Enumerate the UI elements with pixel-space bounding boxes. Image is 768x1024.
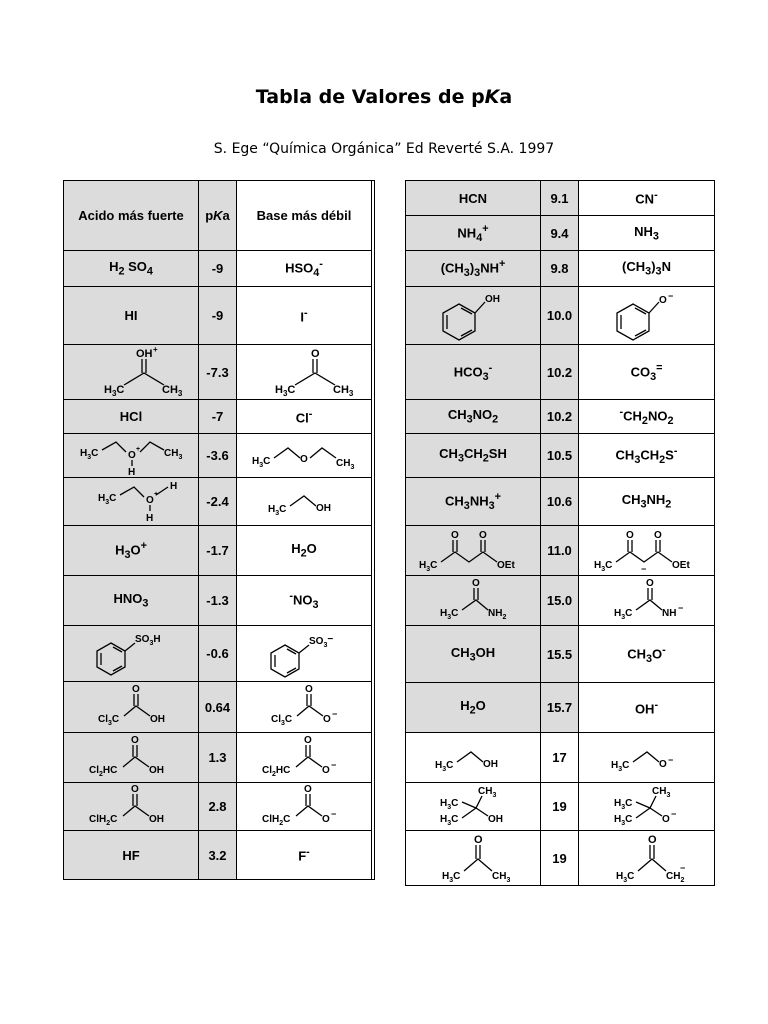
acid-cell (64, 478, 199, 526)
svg-text:CH3: $CH_3$ (162, 384, 183, 398)
svg-text:H3C: $H_3C$ (613, 797, 632, 811)
page-title: Tabla de Valores de pKa (255, 86, 513, 108)
svg-text:−: − (667, 754, 673, 765)
base-cell (237, 783, 372, 831)
acetamide-anion-structure (592, 578, 702, 624)
acid-cell (64, 682, 199, 733)
pka-cell: 10.5 (541, 434, 579, 478)
acid-cell (64, 626, 199, 682)
svg-text:CH3: $CH_3$ (164, 447, 183, 461)
base-cell (579, 287, 715, 345)
base-cell: $CO_3^=$ (579, 345, 715, 400)
table-row (406, 683, 715, 733)
dichloroacetate-structure (244, 735, 364, 781)
acid-cell (406, 287, 541, 345)
svg-text:−: − (667, 290, 673, 301)
svg-text:OH: OH (149, 813, 164, 825)
svg-text:O: O (661, 813, 670, 825)
svg-text:O: O (311, 348, 320, 360)
pka-cell: -7.3 (199, 345, 237, 400)
acid-cell: HCN (406, 181, 541, 216)
svg-text:H: H (146, 512, 154, 524)
base-cell (237, 682, 372, 733)
table-row (406, 576, 715, 626)
table-row (406, 251, 715, 287)
chloroacetic-acid-structure (71, 784, 191, 830)
svg-text:H3C: $H_3C$ (275, 384, 296, 398)
pka-cell: 15.0 (541, 576, 579, 626)
base-cell: Cl- (237, 400, 372, 434)
table-row (64, 287, 375, 345)
svg-text:H3C: $H_3C$ (440, 797, 459, 811)
pka-cell: 19 (541, 783, 579, 831)
acid-cell: $H_3O^+$ (64, 526, 199, 576)
svg-text:NH: NH (661, 607, 676, 619)
table-row (406, 733, 715, 783)
pka-cell: 9.4 (541, 216, 579, 251)
svg-text:+: + (136, 445, 141, 453)
svg-text:SO3−: $SO_3-$ (309, 633, 334, 649)
svg-text:H3C: $H_3C$ (418, 559, 437, 573)
protonated-ethanol-structure (76, 479, 186, 525)
acid-cell: HCl (64, 400, 199, 434)
tert-butoxide-structure (592, 784, 702, 830)
svg-text:OH: OH (150, 714, 165, 725)
table-row (406, 478, 715, 526)
tert-butanol-structure (418, 784, 528, 830)
svg-text:ClH2C: ClH$_2$C (89, 813, 118, 827)
table-row (406, 831, 715, 886)
svg-text:H3C: $H_3C$ (442, 871, 461, 884)
svg-text:O: O (305, 684, 313, 695)
header-row (64, 181, 375, 251)
svg-text:O: O (658, 294, 667, 306)
svg-text:O: O (131, 734, 139, 746)
base-cell: $HSO_4^-$ (237, 251, 372, 287)
base-cell (237, 733, 372, 783)
svg-text:O: O (472, 577, 480, 589)
table-row (64, 682, 375, 733)
acid-cell: $H_2O$ (406, 683, 541, 733)
pka-cell: 2.8 (199, 783, 237, 831)
svg-text:−: − (679, 863, 685, 873)
pka-cell: 10.6 (541, 478, 579, 526)
svg-text:−: − (677, 602, 683, 613)
pka-cell: 9.1 (541, 181, 579, 216)
pka-cell: 0.64 (199, 682, 237, 733)
acid-cell: $CH_3NO_2$ (406, 400, 541, 434)
acid-cell: $HNO_3$ (64, 576, 199, 626)
acid-cell: $HCO_3^-$ (406, 345, 541, 400)
svg-text:O: O (131, 783, 139, 795)
base-cell: OH- (579, 683, 715, 733)
acid-cell (406, 576, 541, 626)
svg-text:−: − (331, 759, 337, 770)
svg-text:CH3: $CH_3$ (335, 457, 354, 471)
svg-text:−: − (332, 709, 338, 719)
ethoxide-structure (597, 738, 697, 778)
svg-text:ClH2C: ClH$_2$C (262, 813, 291, 827)
acid-cell: HF (64, 831, 199, 880)
svg-text:OH: OH (136, 348, 153, 360)
table-row (406, 434, 715, 478)
svg-text:H3C: $H_3C$ (440, 607, 459, 621)
svg-text:O: O (128, 449, 136, 461)
trichloroacetate-structure (249, 684, 359, 730)
table-row (406, 783, 715, 831)
benzenesulfonic-acid-structure (81, 629, 181, 679)
table-row (64, 251, 375, 287)
table-row (64, 400, 375, 434)
svg-text:H3C: $H_3C$ (80, 447, 99, 461)
acid-cell (64, 434, 199, 478)
ethyl-acetoacetate-structure (411, 528, 536, 574)
page-subtitle: S. Ege “Química Orgánica” Ed Reverté S.A. 1997 (213, 141, 555, 157)
pka-cell: -7 (199, 400, 237, 434)
svg-text:O: O (654, 529, 662, 541)
pka-cell: 19 (541, 831, 579, 886)
svg-text:H3C: $H_3C$ (251, 455, 270, 469)
svg-text:CH3: $CH_3$ (492, 871, 511, 884)
pka-cell: 17 (541, 733, 579, 783)
table-row (64, 434, 375, 478)
acid-cell: $H_2$ $SO_4$ (64, 251, 199, 287)
svg-text:O: O (323, 714, 331, 725)
base-cell: F- (237, 831, 372, 880)
acid-cell (406, 526, 541, 576)
diethyl-ether-structure (242, 436, 367, 476)
table-row (64, 733, 375, 783)
pka-cell: -9 (199, 287, 237, 345)
pka-cell: 15.7 (541, 683, 579, 733)
base-cell (237, 478, 372, 526)
acid-cell (406, 733, 541, 783)
svg-text:CH3: $CH_3$ (651, 785, 670, 799)
header-pka: pKa (199, 181, 237, 251)
base-cell: I- (237, 287, 372, 345)
ethanol-structure (254, 482, 354, 522)
acid-cell: HI (64, 287, 199, 345)
svg-text:CH3: $CH_3$ (333, 384, 354, 398)
acid-cell (64, 783, 199, 831)
svg-text:H3C: $H_3C$ (613, 607, 632, 621)
svg-text:O: O (299, 453, 308, 465)
acid-cell (64, 733, 199, 783)
acid-cell: $(CH_3)_3NH^+$ (406, 251, 541, 287)
acetoacetate-enolate-structure (584, 528, 709, 574)
svg-text:O: O (626, 529, 634, 541)
table-row (64, 576, 375, 626)
table-row (64, 478, 375, 526)
acid-cell: $CH_3CH_2SH$ (406, 434, 541, 478)
base-cell: $CH_3O^-$ (579, 626, 715, 683)
benzenesulfonate-structure (249, 629, 359, 679)
svg-text:Cl3C: $Cl_3C$ (271, 714, 293, 727)
svg-text:−: − (331, 808, 337, 819)
svg-text:H: H (128, 466, 136, 478)
table-row (64, 831, 375, 880)
svg-text:−: − (641, 563, 647, 574)
svg-text:H3C: $H_3C$ (610, 759, 629, 773)
svg-text:O: O (474, 834, 483, 846)
svg-text:H3C: $H_3C$ (440, 813, 459, 827)
svg-text:O: O (645, 577, 654, 589)
acetone-enolate-structure (592, 833, 702, 883)
chloroacetate-structure (244, 784, 364, 830)
svg-text:H: H (170, 480, 178, 492)
svg-text:H3C: $H_3C$ (594, 559, 613, 573)
svg-text:OH: OH (485, 293, 500, 305)
svg-text:H3C: $H_3C$ (268, 503, 287, 517)
base-cell: $^-NO_3$ (237, 576, 372, 626)
pka-cell: -0.6 (199, 626, 237, 682)
pka-cell: -2.4 (199, 478, 237, 526)
pka-cell: 15.5 (541, 626, 579, 683)
pka-cell: 9.8 (541, 251, 579, 287)
acid-cell (406, 783, 541, 831)
pka-cell: -9 (199, 251, 237, 287)
svg-text:OH: OH (316, 502, 331, 514)
base-cell (237, 626, 372, 682)
table-row (406, 216, 715, 251)
pka-cell: 10.2 (541, 345, 579, 400)
base-cell (579, 783, 715, 831)
pka-cell: 10.2 (541, 400, 579, 434)
svg-text:O: O (450, 529, 459, 541)
svg-text:O: O (322, 813, 330, 825)
acetamide-structure (418, 578, 528, 624)
svg-text:−: − (670, 808, 676, 819)
base-cell (579, 831, 715, 886)
pka-cell: -1.7 (199, 526, 237, 576)
pka-cell: 1.3 (199, 733, 237, 783)
header-base: Base más débil (237, 181, 372, 251)
svg-text:O: O (478, 529, 487, 541)
base-cell (237, 434, 372, 478)
svg-text:O: O (304, 783, 312, 795)
header-acid: Acido más fuerte (64, 181, 199, 251)
table-row (64, 626, 375, 682)
svg-text:O: O (146, 494, 154, 506)
acid-cell: $CH_3OH$ (406, 626, 541, 683)
svg-text:OEt: OEt (672, 559, 690, 571)
table-row (64, 783, 375, 831)
svg-text:+: + (153, 345, 158, 354)
acid-cell (406, 831, 541, 886)
base-cell: $(CH_3)_3N$ (579, 251, 715, 287)
acid-cell: $CH_3NH_3^+$ (406, 478, 541, 526)
svg-text:H3C: $H_3C$ (613, 813, 632, 827)
svg-text:H3C: $H_3C$ (98, 492, 117, 506)
svg-text:CH2: $CH_2$ (665, 871, 684, 884)
phenoxide-structure (597, 290, 697, 342)
svg-text:H3C: $H_3C$ (435, 759, 454, 773)
svg-text:O: O (132, 684, 140, 695)
base-cell: $^-CH_2NO_2$ (579, 400, 715, 434)
table-row (406, 526, 715, 576)
svg-text:OEt: OEt (496, 559, 515, 571)
svg-text:H3C: $H_3C$ (615, 871, 634, 884)
pka-cell: 3.2 (199, 831, 237, 880)
svg-text:Cl2HC: $Cl_2HC$ (89, 764, 118, 778)
svg-text:Cl2HC: $Cl_2HC$ (262, 764, 291, 778)
base-cell: $CH_3CH_2S^-$ (579, 434, 715, 478)
pka-cell: -3.6 (199, 434, 237, 478)
separator-column (372, 181, 375, 880)
pka-cell: 10.0 (541, 287, 579, 345)
svg-text:NH2: $NH_2$ (488, 607, 507, 621)
svg-text:Cl3C: $Cl_3C$ (98, 714, 120, 727)
dichloroacetic-acid-structure (71, 735, 191, 781)
base-cell (579, 733, 715, 783)
svg-text:CH3: $CH_3$ (478, 785, 497, 799)
svg-text:SO3H: $SO_3H$ (135, 633, 161, 647)
acid-cell: $NH_4^+$ (406, 216, 541, 251)
base-cell (579, 526, 715, 576)
protonated-acetone-structure (76, 347, 186, 397)
svg-text:OH: OH (483, 758, 498, 770)
acetone-structure (418, 833, 528, 883)
svg-text:O: O (322, 764, 330, 776)
svg-text:H3C: $H_3C$ (104, 384, 125, 398)
svg-text:O: O (647, 834, 657, 846)
base-cell (579, 576, 715, 626)
table-row (64, 345, 375, 400)
protonated-diethyl-ether-structure (66, 436, 196, 476)
base-cell: $CH_3NH_2$ (579, 478, 715, 526)
right-pka-table (405, 180, 715, 886)
acetone-structure (249, 347, 359, 397)
table-row (64, 526, 375, 576)
table-row (406, 626, 715, 683)
pka-cell: -1.3 (199, 576, 237, 626)
svg-text:+: + (154, 490, 159, 498)
base-cell: $NH_3$ (579, 216, 715, 251)
table-row (406, 345, 715, 400)
acid-cell (64, 345, 199, 400)
svg-text:OH: OH (149, 764, 164, 776)
ethanol-structure (423, 738, 523, 778)
trichloroacetic-acid-structure (76, 684, 186, 730)
table-row (406, 400, 715, 434)
pka-cell: 11.0 (541, 526, 579, 576)
base-cell: CN- (579, 181, 715, 216)
left-pka-table (63, 180, 375, 880)
phenol-structure (423, 290, 523, 342)
base-cell (237, 345, 372, 400)
svg-text:O: O (658, 758, 667, 770)
table-row (406, 287, 715, 345)
table-row (406, 181, 715, 216)
svg-text:OH: OH (488, 813, 503, 825)
svg-text:O: O (304, 734, 312, 746)
base-cell: $H_2O$ (237, 526, 372, 576)
